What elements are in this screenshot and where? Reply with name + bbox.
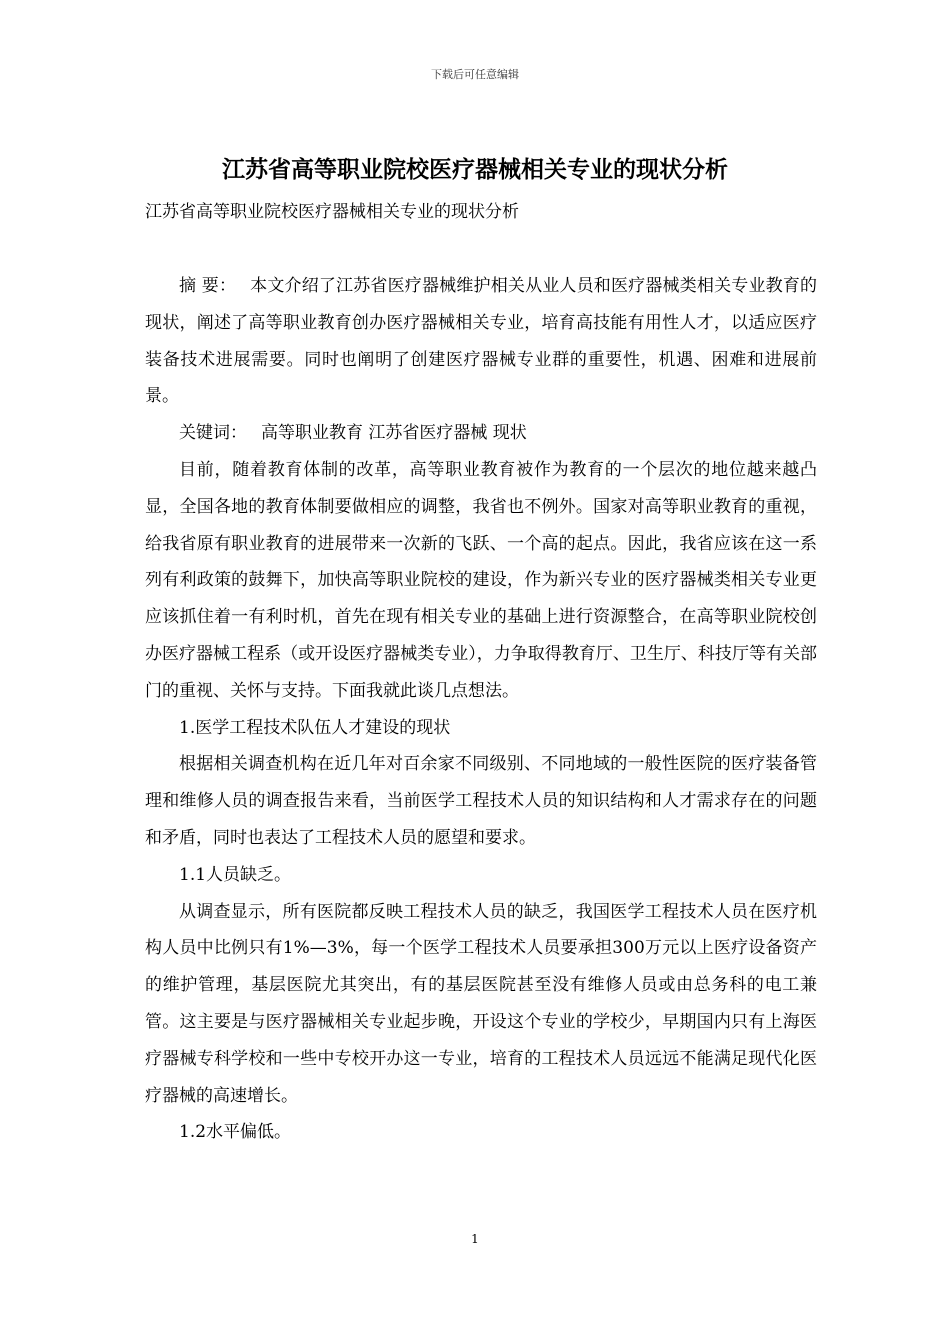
abstract-paragraph <box>145 268 817 415</box>
abstract-text: 本文介绍了江苏省医疗器械维护相关从业人员和医疗器械类相关专业教育的现状，阐述了高等职业教育创办医疗器械相关专业，培育高技能有用性人才，以适应医疗装备技术进展需要。同时也阐明了创建医疗器械专业群的重要性，机遇、困难和进展前景。 <box>145 276 818 407</box>
abstract-label: 摘 要： <box>179 276 237 296</box>
keywords-label: 关键词： <box>179 423 247 444</box>
document-body <box>145 268 817 1151</box>
header-note: 下载后可任意编辑 <box>431 68 519 81</box>
document-title: 江苏省高等职业院校医疗器械相关专业的现状分析 <box>222 156 728 183</box>
keywords-text: 高等职业教育 江苏省医疗器械 现状 <box>261 423 527 444</box>
body-paragraph-survey: 根据相关调查机构在近几年对百余家不同级别、不同地域的一般性医院的医疗装备管理和维修人员的调查报告来看，当前医学工程技术人员的知识结构和人才需求存在的问题和矛盾，同时也表达了工程技术人员的愿望和要求。 <box>145 754 817 848</box>
subsection-heading-1-1: 1.1人员缺乏。 <box>179 864 292 885</box>
body-paragraph-shortage: 从调查显示，所有医院都反映工程技术人员的缺乏，我国医学工程技术人员在医疗机构人员中比例只有1%—3%，每一个医学工程技术人员要承担300万元以上医疗设备资产的维护管理，基层医院尤其突出，有的基层医院甚至没有维修人员或由总务科的电工兼管。这主要是与医疗器械相关专业起步晚，开设这个专业的学校少，早期国内只有上海医疗器械专科学校和一些中专校开办这一专业，培育的工程技术人员远远不能满足现代化医疗器械的高速增长。 <box>145 901 817 1106</box>
document-subtitle: 江苏省高等职业院校医疗器械相关专业的现状分析 <box>145 202 519 222</box>
section-heading-1: 1.医学工程技术队伍人才建设的现状 <box>179 717 451 738</box>
page-number: 1 <box>471 1232 479 1246</box>
body-paragraph-intro: 目前，随着教育体制的改革，高等职业教育被作为教育的一个层次的地位越来越凸显，全国各地的教育体制要做相应的调整，我省也不例外。国家对高等职业教育的重视，给我省原有职业教育的进展带来一次新的飞跃、一个高的起点。因此，我省应该在这一系列有利政策的鼓舞下，加快高等职业院校的建设，作为新兴专业的医疗器械类相关专业更应该抓住着一有利时机，首先在现有相关专业的基础上进行资源整合，在高等职业院校创办医疗器械工程系（或开设医疗器械类专业），力争取得教育厅、卫生厅、科技厅等有关部门的重视、关怀与支持。下面我就此谈几点想法。 <box>145 459 817 701</box>
subsection-heading-1-2: 1.2水平偏低。 <box>179 1122 292 1143</box>
keywords-paragraph <box>145 415 817 452</box>
